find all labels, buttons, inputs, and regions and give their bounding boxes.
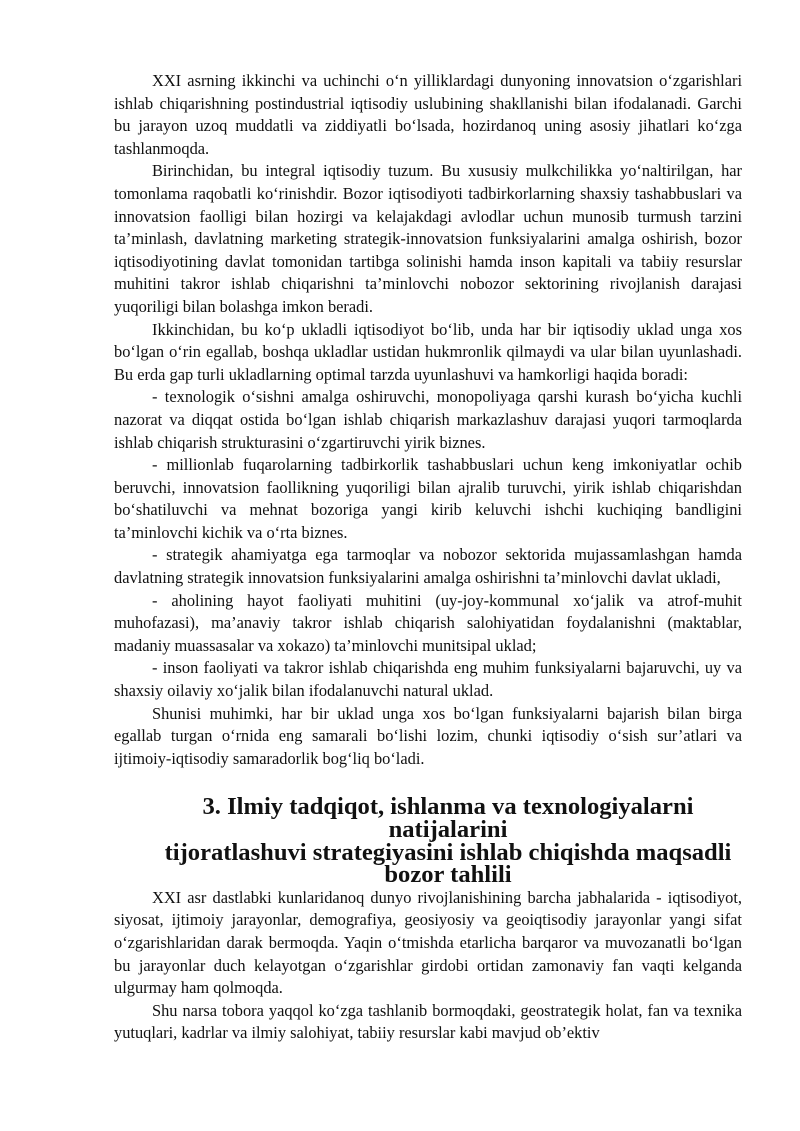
- paragraph-second-point: Ikkinchidan, bu ko‘p ukladli iqtisodiyot bo‘lib, unda har bir iqtisodiy uklad unga xos bo‘lgan o‘rin egallab, boshqa ukladlar ustidan hukmronlik qilmaydi va ular bilan uyunlashadi. Bu erda gap turli ukladlarning optimal tarzda uyunlashuvi va hamkorligi haqida boradi:: [114, 319, 742, 384]
- list-item-small-medium-business: - millionlab fuqarolarning tadbirkorlik tashabbuslari uchun keng imkoniyatlar ochib beruvchi, innovatsion faollikning yuqoriligi bilan ajralib turuvchi, yirik ishlab chiqarishdan bo‘shatiluvchi va mehnat bozoriga yangi kirib keluvchi ishchi kuchiqing bandligini ta’minlovchi kichik va o‘rta biznes.: [114, 455, 742, 542]
- document-page: [114, 70, 742, 1045]
- paragraph-first-point: Birinchidan, bu integral iqtisodiy tuzum. Bu xususiy mulkchilikka yo‘naltirilgan, har tomonlama raqobatli ko‘rinishdir. Bozor iqtisodiyoti tadbirkorlarning shaxsiy tashabbuslari va innovatsion faolligi bilan hozirgi va kelajakdagi avlodlar uchun munosib turmush tarzini ta’minlash, davlatning marketing strategik-innovatsion funksiyalarini amalga oshirish, bozor iqtisodiyotining davlat tomonidan tartibga solinishi hamda inson kapitali va tabiiy resurslar muhitini takror ishlab chiqarishni ta’minlovchi nobozor sektorining rivojlanish darajasi yuqoriligi bilan bolashga imkon beradi.: [114, 161, 742, 316]
- section-heading-line-2: tijoratlashuvi strategiyasini ishlab chiqishda maqsadli bozor tahlili: [164, 838, 732, 889]
- list-item-natural-uklad: - inson faoliyati va takror ishlab chiqarishda eng muhim funksiyalarni bajaruvchi, uy va shaxsiy oilaviy xo‘jalik bilan ifodalanuvchi natural uklad.: [114, 658, 742, 701]
- list-item-large-business: - texnologik o‘sishni amalga oshiruvchi, monopoliyaga qarshi kurash bo‘yicha kuchli nazorat va diqqat ostida bo‘lgan ishlab chiqarish markazlashuv darajasi yuqori tarmoqlarda ishlab chiqarish strukturasini o‘zgartiruvchi yirik biznes.: [114, 387, 742, 452]
- paragraph-section-continued: Shu narsa tobora yaqqol ko‘zga tashlanib bormoqdaki, geostrategik holat, fan va texnika yutuqlari, kadrlar va ilmiy salohiyat, tabiiy resurslar kabi mavjud ob’ektiv: [114, 1000, 742, 1043]
- paragraph-section-intro: XXI asr dastlabki kunlaridanoq dunyo rivojlanishining barcha jabhalarida - iqtisodiyot, siyosat, ijtimoiy jarayonlar, demografiya, geosiyosiy va geoiqtisodiy jarayonlar yangi sifat o‘zgarishlaridan darak bermoqda. Yaqin o‘tmishda etarlicha barqaror va muvozanatli bo‘lgan bu jarayonlar duch kelayotgan o‘zgarishlar girdobi ortidan zamonaviy fan vaqti kelganda ulgurmay ham qolmoqda.: [114, 887, 742, 998]
- list-item-municipal-uklad: - aholining hayot faoliyati muhitini (uy-joy-kommunal xo‘jalik va atrof-muhit muhofazasi), ma’anaviy takror ishlab chiqarish salohiyatidan foydalanishni (maktablar, madaniy muassasalar va xokazo) ta’minlovchi munitsipal uklad;: [114, 590, 742, 655]
- section-heading-line-1: 3. Ilmiy tadqiqot, ishlanma va texnologiyalarni natijalarini: [202, 793, 694, 843]
- paragraph-conclusion: Shunisi muhimki, har bir uklad unga xos bo‘lgan funksiyalarni bajarish bilan birga egallab turgan o‘rnida eng samarali bo‘lishi lozim, chunki iqtisodiy o‘sish sur’atlari va ijtimoiy-iqtisodiy samaradorlik bog‘liq bo‘ladi.: [114, 703, 742, 768]
- section-heading: [114, 793, 742, 889]
- paragraph-intro: XXI asrning ikkinchi va uchinchi o‘n yilliklardagi dunyoning innovatsion o‘zgarishlari ishlab chiqarishning postindustrial iqtisodiy uslubining shakllanishi bilan ifodalanadi. Garchi bu jarayon uzoq muddatli va ziddiyatli bo‘lsada, hozirdanoq uning asosiy jihatlari ko‘zga tashlanmoqda.: [114, 71, 742, 158]
- list-item-state-uklad: - strategik ahamiyatga ega tarmoqlar va nobozor sektorida mujassamlashgan hamda davlatning strategik innovatsion funksiyalarini amalga oshirishni ta’minlovchi davlat ukladi,: [114, 545, 742, 588]
